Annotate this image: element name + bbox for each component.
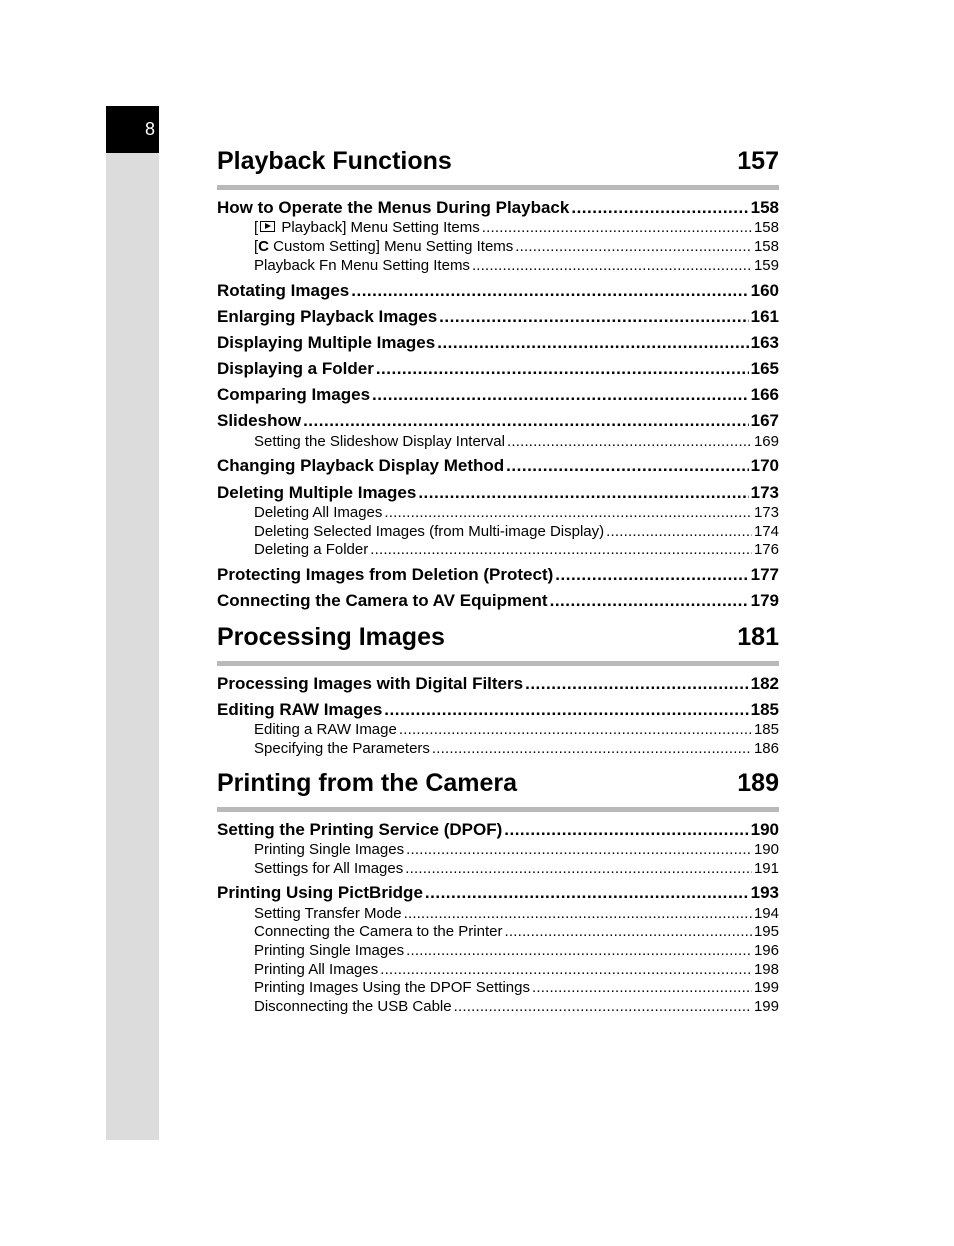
leader-dots [376,359,749,379]
leader-dots [384,700,748,720]
section-page-number: 189 [737,769,779,797]
entry-label: Playback Fn Menu Setting Items [254,257,470,274]
toc-entry[interactable] [217,198,779,218]
leader-dots [571,198,748,218]
toc-subentry[interactable] [254,998,779,1016]
section-page-number: 157 [737,147,779,175]
leader-dots [515,238,752,256]
leader-dots [380,961,752,979]
toc-subentry[interactable] [254,740,779,758]
leader-dots [437,333,748,353]
leader-dots [482,219,752,237]
entry-page-number: 179 [750,591,779,610]
leader-dots [439,307,748,327]
entry-label: Comparing Images [217,385,371,404]
toc-entry[interactable] [217,359,779,379]
toc-subentry[interactable] [254,504,779,522]
entry-page-number: 176 [753,541,779,558]
entry-page-number: 161 [750,307,779,326]
toc-subentry[interactable] [254,961,779,979]
entry-label: Deleting Multiple Images [217,483,417,502]
entry-label: Printing All Images [254,961,379,978]
toc-section [217,768,779,819]
toc-subentry[interactable] [254,979,779,997]
page-number: 8 [106,106,159,153]
leader-dots [472,257,752,275]
toc-entry[interactable] [217,333,779,353]
entry-label: Deleting a Folder [254,541,369,558]
leader-dots [351,281,748,301]
leader-dots [404,905,752,923]
page-sidebar [106,106,159,1140]
entry-page-number: 170 [750,456,779,475]
entry-page-number: 174 [753,523,779,540]
entry-page-number: 177 [750,565,779,584]
entry-page-number: 159 [753,257,779,274]
leader-dots [550,591,749,611]
entry-page-number: 163 [750,333,779,352]
leader-dots [370,541,752,559]
entry-page-number: 198 [753,961,779,978]
entry-page-number: 158 [753,238,779,255]
section-heading [217,768,779,798]
entry-page-number: 158 [750,198,779,217]
entry-page-number: 194 [753,905,779,922]
entry-page-number: 169 [753,433,779,450]
leader-dots [532,979,752,997]
toc-subentry[interactable] [254,433,779,451]
entry-page-number: 166 [750,385,779,404]
entry-label: Protecting Images from Deletion (Protect) [217,565,554,584]
toc-subentry[interactable] [254,923,779,941]
entry-label: Connecting the Camera to the Printer [254,923,503,940]
toc-subentry[interactable] [254,841,779,859]
toc-entry[interactable] [217,307,779,327]
entry-page-number: 167 [750,411,779,430]
entry-label: Slideshow [217,411,302,430]
toc-entry[interactable] [217,700,779,720]
leader-dots [384,504,752,522]
section-heading [217,146,779,176]
toc-subentry[interactable] [254,541,779,559]
leader-dots [405,860,752,878]
entry-label: Setting Transfer Mode [254,905,402,922]
entry-page-number: 199 [753,998,779,1015]
toc-subentry[interactable] [254,219,779,237]
toc-subentry[interactable] [254,942,779,960]
toc-entry[interactable] [217,674,779,694]
toc-section [217,146,779,197]
section-divider [217,661,779,666]
leader-dots [418,483,748,503]
entry-page-number: 196 [753,942,779,959]
toc-subentry[interactable] [254,257,779,275]
leader-dots [606,523,752,541]
entry-page-number: 191 [753,860,779,877]
entry-page-number: 182 [750,674,779,693]
entry-label: Enlarging Playback Images [217,307,438,326]
toc-entry[interactable] [217,820,779,840]
section-title: Processing Images [217,623,445,651]
entry-label: Settings for All Images [254,860,404,877]
entry-page-number: 165 [750,359,779,378]
entry-label: Displaying a Folder [217,359,374,378]
section-divider [217,807,779,812]
entry-page-number: 186 [753,740,779,757]
custom-setting-icon: C [258,238,270,255]
toc-entry[interactable] [217,411,779,431]
playback-icon [260,221,275,232]
entry-label: Setting the Slideshow Display Interval [254,433,505,450]
entry-label: Connecting the Camera to AV Equipment [217,591,548,610]
entry-label: Printing Using PictBridge [217,883,423,902]
entry-label: Printing Images Using the DPOF Settings [254,979,530,996]
leader-dots [525,674,749,694]
entry-label: Changing Playback Display Method [217,456,505,475]
entry-page-number: 185 [750,700,779,719]
entry-label: Displaying Multiple Images [217,333,436,352]
toc-subentry[interactable] [254,238,779,256]
leader-dots [425,883,749,903]
leader-dots [432,740,752,758]
entry-label: Processing Images with Digital Filters [217,674,524,693]
toc-entry[interactable] [217,385,779,405]
section-page-number: 181 [737,623,779,651]
entry-page-number: 160 [750,281,779,300]
section-divider [217,185,779,190]
entry-page-number: 190 [753,841,779,858]
leader-dots [507,433,752,451]
entry-label: How to Operate the Menus During Playback [217,198,570,217]
entry-page-number: 173 [753,504,779,521]
entry-label: Rotating Images [217,281,350,300]
entry-page-number: 158 [753,219,779,236]
leader-dots [504,923,752,941]
entry-label: Printing Single Images [254,841,405,858]
leader-dots [555,565,748,585]
leader-dots [303,411,749,431]
entry-page-number: 195 [753,923,779,940]
entry-label: [C Custom Setting] Menu Setting Items [254,238,514,255]
toc-subentry[interactable] [254,860,779,878]
entry-label: Editing a RAW Image [254,721,397,738]
leader-dots [372,385,749,405]
entry-label: Disconnecting the USB Cable [254,998,452,1015]
toc-entry[interactable] [217,565,779,585]
entry-page-number: 193 [750,883,779,902]
entry-page-number: 185 [753,721,779,738]
leader-dots [504,820,748,840]
entry-label: Deleting Selected Images (from Multi-image Display) [254,523,605,540]
toc-subentry[interactable] [254,523,779,541]
entry-page-number: 199 [753,979,779,996]
entry-page-number: 173 [750,483,779,502]
leader-dots [399,721,752,739]
leader-dots [454,998,752,1016]
toc-subentry[interactable] [254,721,779,739]
entry-label: Editing RAW Images [217,700,383,719]
toc-entry[interactable] [217,456,779,476]
toc-entry[interactable] [217,883,779,903]
toc-section [217,622,779,673]
entry-label: Specifying the Parameters [254,740,430,757]
toc-subentry[interactable] [254,905,779,923]
entry-label: Setting the Printing Service (DPOF) [217,820,503,839]
toc-entry[interactable] [217,281,779,301]
entry-label: Deleting All Images [254,504,383,521]
entry-label: Printing Single Images [254,942,405,959]
section-heading [217,622,779,652]
toc-entry[interactable] [217,483,779,503]
leader-dots [406,942,752,960]
leader-dots [406,841,752,859]
toc-entry[interactable] [217,591,779,611]
entry-label: [ Playback] Menu Setting Items [254,219,480,236]
section-title: Playback Functions [217,147,452,175]
section-title: Printing from the Camera [217,769,518,797]
leader-dots [506,456,748,476]
entry-page-number: 190 [750,820,779,839]
